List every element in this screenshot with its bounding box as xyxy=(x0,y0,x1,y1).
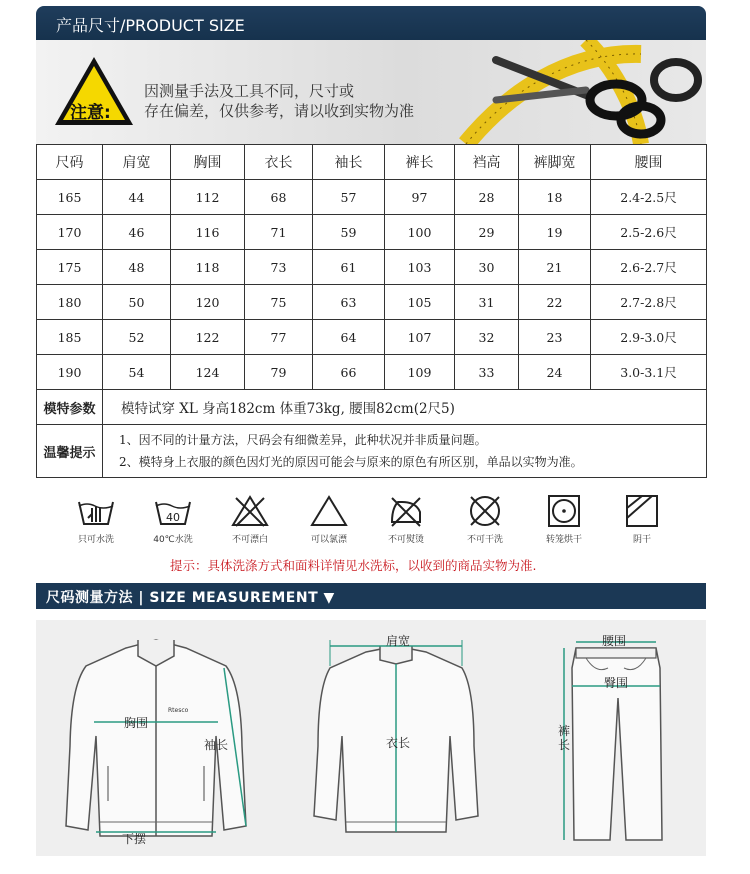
table-cell: 109 xyxy=(385,355,455,390)
model-params-label: 模特参数 xyxy=(37,390,103,425)
no-dry-clean-icon xyxy=(465,494,505,528)
table-cell: 2.5-2.6尺 xyxy=(591,215,707,250)
table-row xyxy=(37,285,707,320)
table-cell: 28 xyxy=(455,180,519,215)
table-cell: 103 xyxy=(385,250,455,285)
wash-item xyxy=(220,494,280,545)
table-cell: 31 xyxy=(455,285,519,320)
table-cell: 48 xyxy=(103,250,171,285)
hand-wash-icon xyxy=(76,494,116,528)
table-cell: 29 xyxy=(455,215,519,250)
pants-length-label: 裤长 xyxy=(558,724,571,752)
wash-caption: 转笼烘干 xyxy=(545,535,582,545)
table-cell: 116 xyxy=(171,215,245,250)
table-cell: 19 xyxy=(519,215,591,250)
table-cell: 64 xyxy=(313,320,385,355)
pants-illustration xyxy=(556,628,676,852)
tips-row xyxy=(37,425,707,478)
wash-caption: 不可熨烫 xyxy=(387,535,424,545)
tip-line-1: 1、因不同的计量方法，尺码会有细微差异，此种状况并非质量问题。 xyxy=(119,433,487,447)
size-measurement-banner xyxy=(36,583,706,609)
table-row xyxy=(37,215,707,250)
table-cell: 71 xyxy=(245,215,313,250)
tumble-dry-icon xyxy=(544,494,584,528)
sleeve-label: 袖长 xyxy=(204,738,229,752)
table-cell: 66 xyxy=(313,355,385,390)
bleach-icon xyxy=(309,494,349,528)
header-cell: 裤脚宽 xyxy=(519,145,591,180)
table-cell: 122 xyxy=(171,320,245,355)
table-cell: 118 xyxy=(171,250,245,285)
table-row xyxy=(37,320,707,355)
wash-caption: 不可漂白 xyxy=(231,535,268,545)
chest-label: 胸围 xyxy=(124,716,149,730)
table-cell: 124 xyxy=(171,355,245,390)
size-table xyxy=(36,144,707,478)
header-cell: 肩宽 xyxy=(103,145,171,180)
wash-item xyxy=(612,494,672,545)
notice-panel xyxy=(36,40,706,144)
wash-item xyxy=(143,494,203,545)
header-cell: 腰围 xyxy=(591,145,707,180)
header-cell: 裆高 xyxy=(455,145,519,180)
wash-caption: 只可水洗 xyxy=(77,535,114,545)
product-size-banner xyxy=(36,6,706,40)
wash-caption: 40℃水洗 xyxy=(153,535,193,545)
waist-label: 腰围 xyxy=(602,634,627,648)
table-cell: 68 xyxy=(245,180,313,215)
table-cell: 100 xyxy=(385,215,455,250)
table-cell: 57 xyxy=(313,180,385,215)
warning-badge-text: 注意: xyxy=(70,103,111,123)
notice-line-2: 存在偏差，仅供参考，请以收到实物为准 xyxy=(144,102,415,120)
table-row xyxy=(37,180,707,215)
tips-text xyxy=(103,425,707,478)
length-label: 衣长 xyxy=(386,736,411,750)
banner-title: 产品尺寸/PRODUCT SIZE xyxy=(56,16,245,35)
header-cell: 胸围 xyxy=(171,145,245,180)
table-cell: 54 xyxy=(103,355,171,390)
wash-item xyxy=(299,494,359,545)
table-header-row xyxy=(37,145,707,180)
table-cell: 46 xyxy=(103,215,171,250)
table-cell: 170 xyxy=(37,215,103,250)
table-cell: 2.7-2.8尺 xyxy=(591,285,707,320)
table-cell: 30 xyxy=(455,250,519,285)
table-cell: 75 xyxy=(245,285,313,320)
tip-line-2: 2、模特身上衣服的颜色因灯光的原因可能会与原来的原色有所区别，单品以实物为准。 xyxy=(119,455,583,469)
svg-text:40: 40 xyxy=(166,511,180,524)
measurement-banner-title: 尺码测量方法 | SIZE MEASUREMENT ▼ xyxy=(46,590,335,606)
table-cell: 24 xyxy=(519,355,591,390)
table-cell: 112 xyxy=(171,180,245,215)
shoulder-label: 肩宽 xyxy=(386,634,411,648)
table-cell: 3.0-3.1尺 xyxy=(591,355,707,390)
header-cell: 衣长 xyxy=(245,145,313,180)
table-cell: 190 xyxy=(37,355,103,390)
wash-caption: 不可干洗 xyxy=(466,535,503,545)
model-params-text: 模特试穿 XL 身高182cm 体重73kg, 腰围82cm(2尺5) xyxy=(103,390,707,425)
tips-label: 温馨提示 xyxy=(37,425,103,478)
table-cell: 120 xyxy=(171,285,245,320)
table-cell: 23 xyxy=(519,320,591,355)
table-row xyxy=(37,250,707,285)
wash-note: 提示：具体洗涤方式和面料详情见水洗标，以收到的商品实物为准. xyxy=(170,558,537,573)
header-cell: 裤长 xyxy=(385,145,455,180)
no-iron-icon xyxy=(386,494,426,528)
table-cell: 73 xyxy=(245,250,313,285)
table-cell: 107 xyxy=(385,320,455,355)
table-cell: 44 xyxy=(103,180,171,215)
measurement-panel xyxy=(36,620,706,856)
table-cell: 77 xyxy=(245,320,313,355)
wash-item xyxy=(376,494,436,545)
table-cell: 22 xyxy=(519,285,591,320)
table-cell: 97 xyxy=(385,180,455,215)
table-cell: 52 xyxy=(103,320,171,355)
table-cell: 180 xyxy=(37,285,103,320)
table-cell: 50 xyxy=(103,285,171,320)
wash-caption: 阴干 xyxy=(632,535,651,545)
table-row xyxy=(37,355,707,390)
table-cell: 2.4-2.5尺 xyxy=(591,180,707,215)
wash-caption: 可以氯漂 xyxy=(310,535,347,545)
table-cell: 21 xyxy=(519,250,591,285)
table-cell: 32 xyxy=(455,320,519,355)
table-cell: 61 xyxy=(313,250,385,285)
hip-label: 臀围 xyxy=(604,676,629,690)
table-cell: 18 xyxy=(519,180,591,215)
no-bleach-icon xyxy=(230,494,270,528)
shade-dry-icon xyxy=(622,494,662,528)
svg-text:Rtesco: Rtesco xyxy=(168,707,189,714)
table-cell: 59 xyxy=(313,215,385,250)
table-cell: 165 xyxy=(37,180,103,215)
header-cell: 尺码 xyxy=(37,145,103,180)
wash-item xyxy=(534,494,594,545)
table-cell: 33 xyxy=(455,355,519,390)
header-cell: 袖长 xyxy=(313,145,385,180)
wash-item xyxy=(455,494,515,545)
table-cell: 2.9-3.0尺 xyxy=(591,320,707,355)
scissors-tape-illustration xyxy=(436,40,706,144)
table-cell: 175 xyxy=(37,250,103,285)
table-cell: 105 xyxy=(385,285,455,320)
table-cell: 79 xyxy=(245,355,313,390)
notice-line-1: 因测量手法及工具不同，尺寸或 xyxy=(144,82,355,100)
hem-label: 下摆 xyxy=(122,832,147,846)
wash-item xyxy=(66,494,126,545)
table-cell: 185 xyxy=(37,320,103,355)
table-cell: 2.6-2.7尺 xyxy=(591,250,707,285)
wash-40-icon xyxy=(153,494,193,528)
table-cell: 63 xyxy=(313,285,385,320)
model-params-row xyxy=(37,390,707,425)
